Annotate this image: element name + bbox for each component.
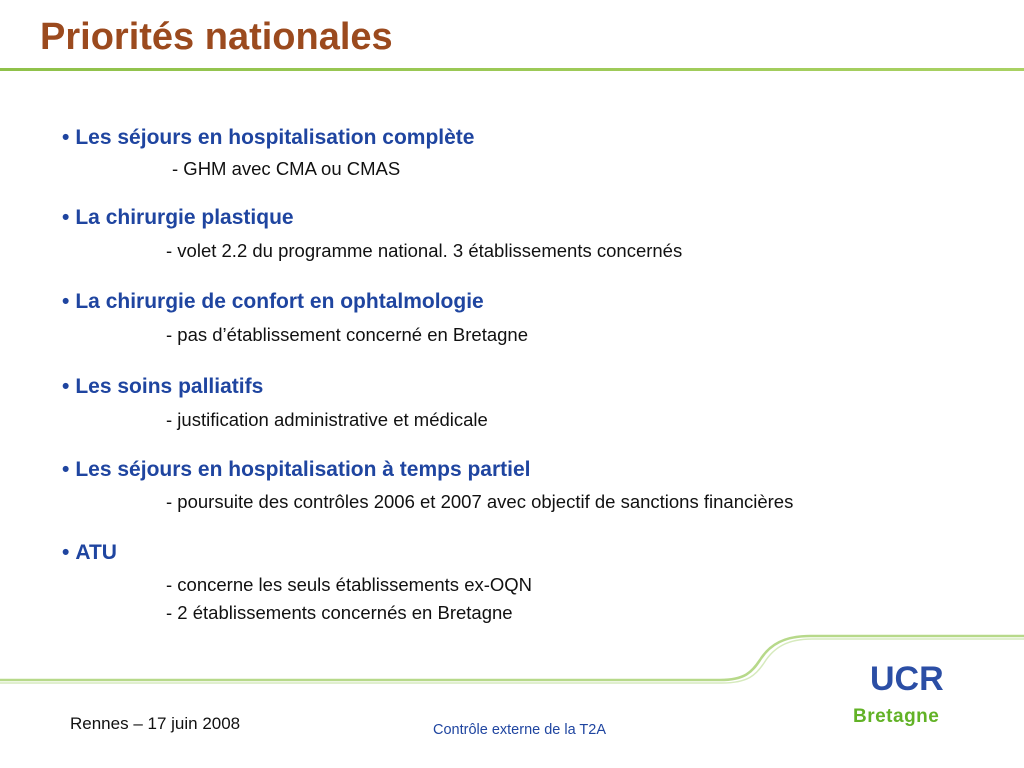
bullet-heading-text: ATU [75, 541, 117, 564]
bullet-marker: • [62, 206, 70, 229]
bullet-marker: • [62, 126, 70, 149]
bullet-detail: - poursuite des contrôles 2006 et 2007 avec objectif de sanctions financières [166, 491, 794, 512]
title-underline [0, 68, 1024, 71]
bullet-heading-temps-partiel [62, 458, 531, 482]
bullet-heading-ophtalmologie [62, 290, 484, 314]
bullet-marker: • [62, 458, 70, 481]
bullet-marker: • [62, 375, 70, 398]
bullet-detail: - pas d’établissement concerné en Bretagne [166, 324, 528, 345]
bullet-detail: - GHM avec CMA ou CMAS [172, 158, 401, 179]
bullet-marker: • [62, 290, 70, 313]
bullet-heading-hospitalisation-complete [62, 126, 474, 150]
logo-bretagne-text: Bretagne [853, 706, 940, 727]
bullet-heading-chirurgie-plastique [62, 206, 294, 230]
logo-ucr-text: UCR [870, 660, 944, 698]
bullet-detail: - volet 2.2 du programme national. 3 établissements concernés [166, 240, 683, 261]
ucr-bretagne-logo [848, 660, 972, 732]
bullet-heading-text: Les séjours en hospitalisation à temps partiel [75, 458, 531, 481]
bullet-detail: - concerne les seuls établissements ex-OQN [166, 574, 533, 595]
bullet-heading-atu [62, 541, 117, 565]
footer-date: Rennes – 17 juin 2008 [70, 714, 241, 733]
bullet-heading-text: Les séjours en hospitalisation complète [75, 126, 475, 149]
bullet-heading-text: La chirurgie plastique [75, 206, 294, 229]
footer-caption: Contrôle externe de la T2A [433, 722, 607, 738]
slide-title: Priorités nationales [40, 16, 393, 58]
bullet-marker: • [62, 541, 70, 564]
bullet-heading-text: La chirurgie de confort en ophtalmologie [75, 290, 484, 313]
bullet-heading-soins-palliatifs [62, 375, 263, 399]
bullet-heading-text: Les soins palliatifs [75, 375, 264, 398]
bullet-detail: - justification administrative et médicale [166, 409, 488, 430]
bullet-detail: - 2 établissements concernés en Bretagne [166, 602, 513, 623]
